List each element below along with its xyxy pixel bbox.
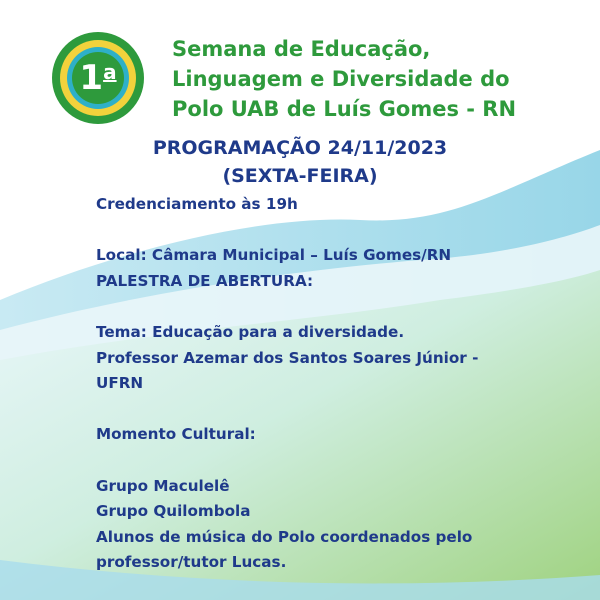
programacao-heading: PROGRAMAÇÃO 24/11/2023 xyxy=(152,137,448,159)
schedule-line: Momento Cultural: xyxy=(96,425,256,444)
schedule-line: Alunos de música do Polo coordenados pelo xyxy=(96,527,473,546)
edition-suffix: a xyxy=(103,60,117,84)
schedule-line xyxy=(96,294,478,320)
schedule-line xyxy=(96,397,478,423)
event-title-line-3: Polo UAB de Luís Gomes - RN xyxy=(172,97,517,121)
schedule-content xyxy=(96,192,478,576)
schedule-line: Grupo Quilombola xyxy=(96,502,251,521)
programacao-header xyxy=(0,134,600,190)
edition-number: 1 xyxy=(79,58,104,98)
schedule-line: professor/tutor Lucas. xyxy=(96,553,287,572)
event-title-line-2: Linguagem e Diversidade do xyxy=(172,67,510,91)
schedule-line: Credenciamento às 19h xyxy=(96,195,298,213)
schedule-line: Grupo Maculelê xyxy=(96,476,230,495)
event-title xyxy=(172,34,516,124)
schedule-line xyxy=(96,218,478,244)
schedule-line xyxy=(96,448,478,474)
programacao-day: (SEXTA-FEIRA) xyxy=(222,165,378,187)
schedule-line: Professor Azemar dos Santos Soares Júnior - xyxy=(96,348,479,367)
schedule-line: PALESTRA DE ABERTURA: xyxy=(96,271,314,290)
schedule-line: UFRN xyxy=(96,374,144,393)
schedule-line: Local: Câmara Municipal – Luís Gomes/RN xyxy=(96,246,452,265)
event-title-line-1: Semana de Educação, xyxy=(172,37,431,61)
schedule-line: Tema: Educação para a diversidade. xyxy=(96,322,405,341)
edition-badge-label xyxy=(50,30,146,126)
